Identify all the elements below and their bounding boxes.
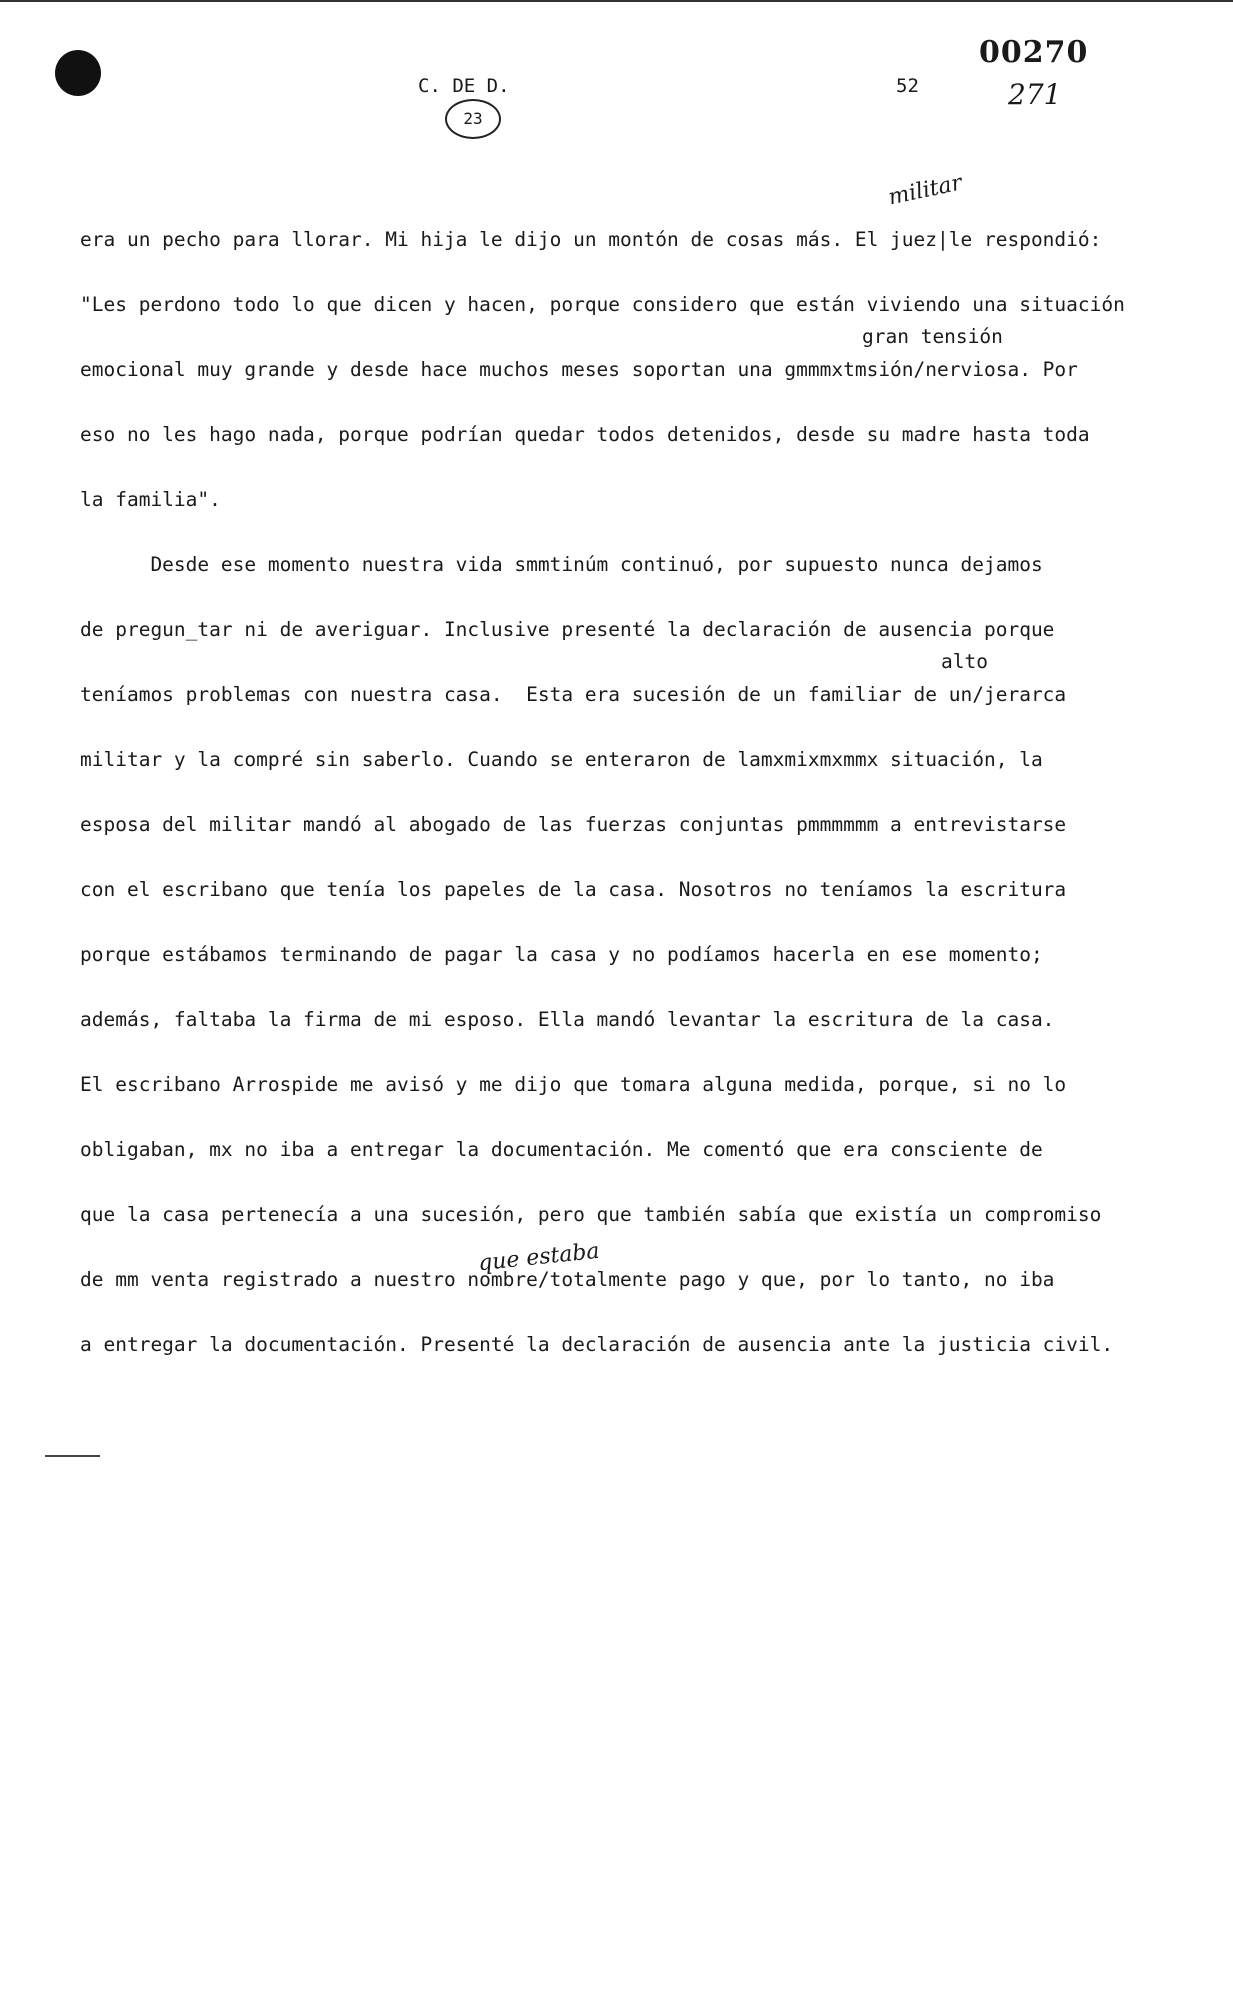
handwritten-insert-militar: militar: [886, 170, 965, 211]
text-line-11: con el escribano que tenía los papeles de la casa. Nosotros no teníamos la escritura: [80, 878, 1067, 901]
text-line-18: a entregar la documentación. Presenté la declaración de ausencia ante la justicia civil.: [80, 1333, 1114, 1356]
text-line-15: obligaban, mx no iba a entregar la documentación. Me comentó que era consciente de: [80, 1138, 1043, 1161]
text-line-13: además, faltaba la firma de mi esposo. Ella mandó levantar la escritura de la casa.: [80, 1008, 1055, 1031]
handwritten-insert-que-estaba: que estaba: [477, 1238, 601, 1277]
page-edge: [0, 0, 1233, 2]
text-line-1: era un pecho para llorar. Mi hija le dijo un montón de cosas más. El juez|le respondió:: [80, 228, 1102, 251]
text-line-10: esposa del militar mandó al abogado de las fuerzas conjuntas pmmmmmm a entrevistarse: [80, 813, 1067, 836]
circled-stamp: 23: [445, 99, 501, 139]
text-line-17: de mm venta registrado a nuestro nombre/totalmente pago y que, por lo tanto, no iba: [80, 1268, 1055, 1291]
text-line-7: de pregun_tar ni de averiguar. Inclusive presenté la declaración de ausencia porque: [80, 618, 1055, 641]
document-reference: C. DE D.: [418, 75, 510, 97]
text-line-8: teníamos problemas con nuestra casa. Esta era sucesión de un familiar de un/jerarca: [80, 683, 1067, 706]
text-line-16: que la casa pertenecía a una sucesión, pero que también sabía que existía un compromiso: [80, 1203, 1102, 1226]
folio-number: 00270: [979, 35, 1089, 70]
text-line-14: El escribano Arrospide me avisó y me dijo que tomara alguna medida, porque, si no lo: [80, 1073, 1067, 1096]
punch-hole: [55, 50, 101, 96]
text-line-9: militar y la compré sin saberlo. Cuando se enteraron de lamxmixmxmmx situación, la: [80, 748, 1043, 771]
text-line-12: porque estábamos terminando de pagar la casa y no podíamos hacerla en ese momento;: [80, 943, 1043, 966]
page-number: 52: [896, 75, 919, 97]
text-line-3: emocional muy grande y desde hace muchos meses soportan una gmmmxtmsión/nerviosa. Por: [80, 358, 1078, 381]
text-line-2: "Les perdono todo lo que dicen y hacen, porque considero que están viviendo una situación: [80, 293, 1125, 316]
folio-handwritten: 271: [1008, 78, 1062, 111]
typed-insert-alto: alto: [941, 650, 988, 673]
text-line-5: la familia".: [80, 488, 221, 511]
text-line-6: Desde ese momento nuestra vida smmtinúm continuó, por supuesto nunca dejamos: [80, 553, 1043, 576]
text-line-4: eso no les hago nada, porque podrían quedar todos detenidos, desde su madre hasta toda: [80, 423, 1090, 446]
footnote-rule: [45, 1455, 100, 1457]
typed-insert-gran-tension: gran tensión: [862, 325, 1003, 348]
